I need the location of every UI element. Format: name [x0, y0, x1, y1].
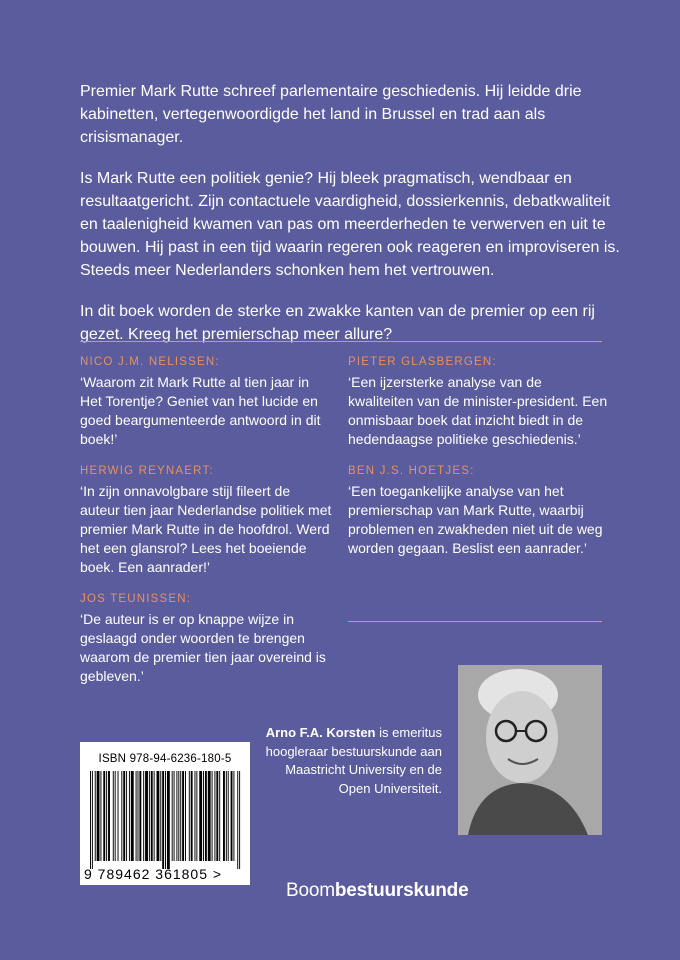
author-photo — [458, 665, 602, 835]
barcode-bar — [239, 771, 240, 869]
barcode-bar — [216, 771, 218, 861]
barcode-bar — [118, 771, 119, 861]
barcode-bar — [176, 771, 177, 861]
barcode-bar — [231, 771, 233, 861]
barcode-bar — [108, 771, 110, 861]
barcode-bar — [178, 771, 179, 861]
barcode-bar — [115, 771, 116, 861]
quote-author: PIETER GLASBERGEN: — [348, 356, 497, 368]
barcode-bar — [100, 771, 101, 861]
portrait-illustration — [458, 665, 602, 835]
barcode-bar — [138, 771, 139, 861]
barcode-bar — [123, 771, 125, 861]
quote-text: ‘Een ijzersterke analyse van de kwaliteiten van de minister-president. Een onmisbaar boek dat inzicht biedt in de hedendaagse politieke geschiedenis.’ — [348, 374, 608, 447]
intro-text — [80, 80, 620, 364]
barcode-bar — [97, 771, 100, 861]
barcode-bar — [180, 771, 181, 861]
barcode-bar — [157, 771, 160, 861]
author-bio-text: is emeritus hoogleraar bestuurskunde aan Maastricht University en de Open Universiteit. — [265, 725, 442, 796]
barcode-bar — [106, 771, 107, 861]
barcode-bar — [172, 771, 173, 861]
isbn-digits: 9 789462 361805 > — [84, 866, 223, 882]
quote-author: HERWIG REYNAERT: — [80, 465, 214, 477]
quote-block — [348, 355, 610, 449]
barcode-bar — [165, 771, 166, 869]
barcode-bar — [226, 771, 227, 861]
barcode-bar — [131, 771, 134, 861]
barcode-bar — [219, 771, 220, 861]
barcode-bar — [212, 771, 213, 861]
intro-paragraph-2: Is Mark Rutte een politiek genie? Hij bleek pragmatisch, wendbaar en resultaatgericht. Zijn contactuele vaardigheid, dossierkennis, debatkwaliteit en taalenigheid kwamen van pas om meerderheden te verwerven en uit te bouwen. Hij past in een tijd waarin regeren ook reageren en improviseren is. Steeds meer Nederlanders schonken hem het vertrouwen. — [80, 170, 620, 279]
barcode-bar — [154, 771, 155, 861]
barcode-bar — [167, 771, 170, 869]
barcode-bar — [185, 771, 186, 861]
barcode-bar — [136, 771, 137, 861]
quote-text: ‘Een toegankelijke analyse van het premierschap van Mark Rutte, waarbij problemen en zwakheden niet uit de weg worden gegaan. Beslist een aanrader.’ — [348, 483, 603, 556]
divider-right — [348, 621, 602, 622]
intro-paragraph-1: Premier Mark Rutte schreef parlementaire geschiedenis. Hij leidde drie kabinetten, vertegenwoordigde het land in Brussel en trad aan als crisismanager. — [80, 83, 582, 146]
quote-block — [80, 464, 332, 577]
barcode-bar — [92, 771, 93, 869]
barcode-bar — [90, 771, 91, 869]
publisher-name-part1: Boom — [286, 880, 335, 901]
barcode-bar — [195, 771, 196, 861]
barcode-bar — [214, 771, 215, 861]
barcode-bar — [228, 771, 229, 861]
intro-paragraph-3: In dit boek worden de sterke en zwakke kanten van de premier op een rij gezet. Kreeg het premierschap meer allure? — [80, 303, 595, 343]
divider-top — [80, 341, 602, 342]
barcode-bar — [196, 771, 197, 861]
barcode-bar — [174, 771, 175, 861]
barcode-bars — [88, 771, 242, 869]
barcode-bar — [203, 771, 204, 861]
quotes-left-column — [80, 355, 332, 701]
barcode-bar — [189, 771, 190, 861]
quote-author: BEN J.S. HOETJES: — [348, 465, 475, 477]
barcode-bar — [223, 771, 225, 861]
isbn-barcode — [80, 742, 250, 885]
quote-author: JOS TEUNISSEN: — [80, 593, 192, 605]
barcode-bar — [139, 771, 141, 861]
quote-text: ‘De auteur is er op knappe wijze in geslaagd onder woorden te brengen waarom de premier tien jaar overeind is gebleven.’ — [80, 611, 326, 684]
barcode-bar — [208, 771, 211, 861]
barcode-bar — [126, 771, 127, 861]
barcode-bar — [160, 771, 161, 861]
barcode-bar — [205, 771, 207, 861]
barcode-bar — [237, 771, 238, 869]
barcode-bar — [103, 771, 105, 861]
quotes-right-column — [348, 355, 610, 573]
author-name: Arno F.A. Korsten — [265, 725, 376, 740]
quote-text: ‘Waarom zit Mark Rutte al tien jaar in Het Torentje? Geniet van het lucide en goed beargumenteerde antwoord in dit boek!’ — [80, 374, 321, 447]
publisher-logo — [286, 880, 606, 902]
barcode-bar — [113, 771, 114, 861]
barcode-bar — [149, 771, 150, 861]
quote-author: NICO J.M. NELISSEN: — [80, 356, 220, 368]
barcode-bar — [145, 771, 148, 861]
barcode-bar — [191, 771, 193, 861]
barcode-bar — [95, 771, 96, 861]
quote-text: ‘In zijn onnavolgbare stijl fileert de auteur tien jaar Nederlandse politiek met premier Mark Rutte in de hoofdrol. Werd het een glansrol? Lees het boeiende boek. Een aanrader!’ — [80, 483, 332, 575]
barcode-bar — [143, 771, 144, 861]
quote-block — [348, 464, 610, 558]
barcode-bar — [233, 771, 234, 861]
quote-block — [80, 592, 332, 686]
barcode-bar — [151, 771, 153, 861]
publisher-name-part2: bestuurskunde — [334, 880, 469, 901]
barcode-bar — [129, 771, 130, 861]
barcode-bar — [199, 771, 202, 861]
isbn-label: ISBN 978-94-6236-180-5 — [98, 753, 232, 765]
quote-block — [80, 355, 332, 449]
barcode-bar — [182, 771, 184, 861]
barcode-bar — [162, 771, 164, 869]
author-bio — [262, 724, 442, 798]
barcode-bar — [121, 771, 122, 861]
